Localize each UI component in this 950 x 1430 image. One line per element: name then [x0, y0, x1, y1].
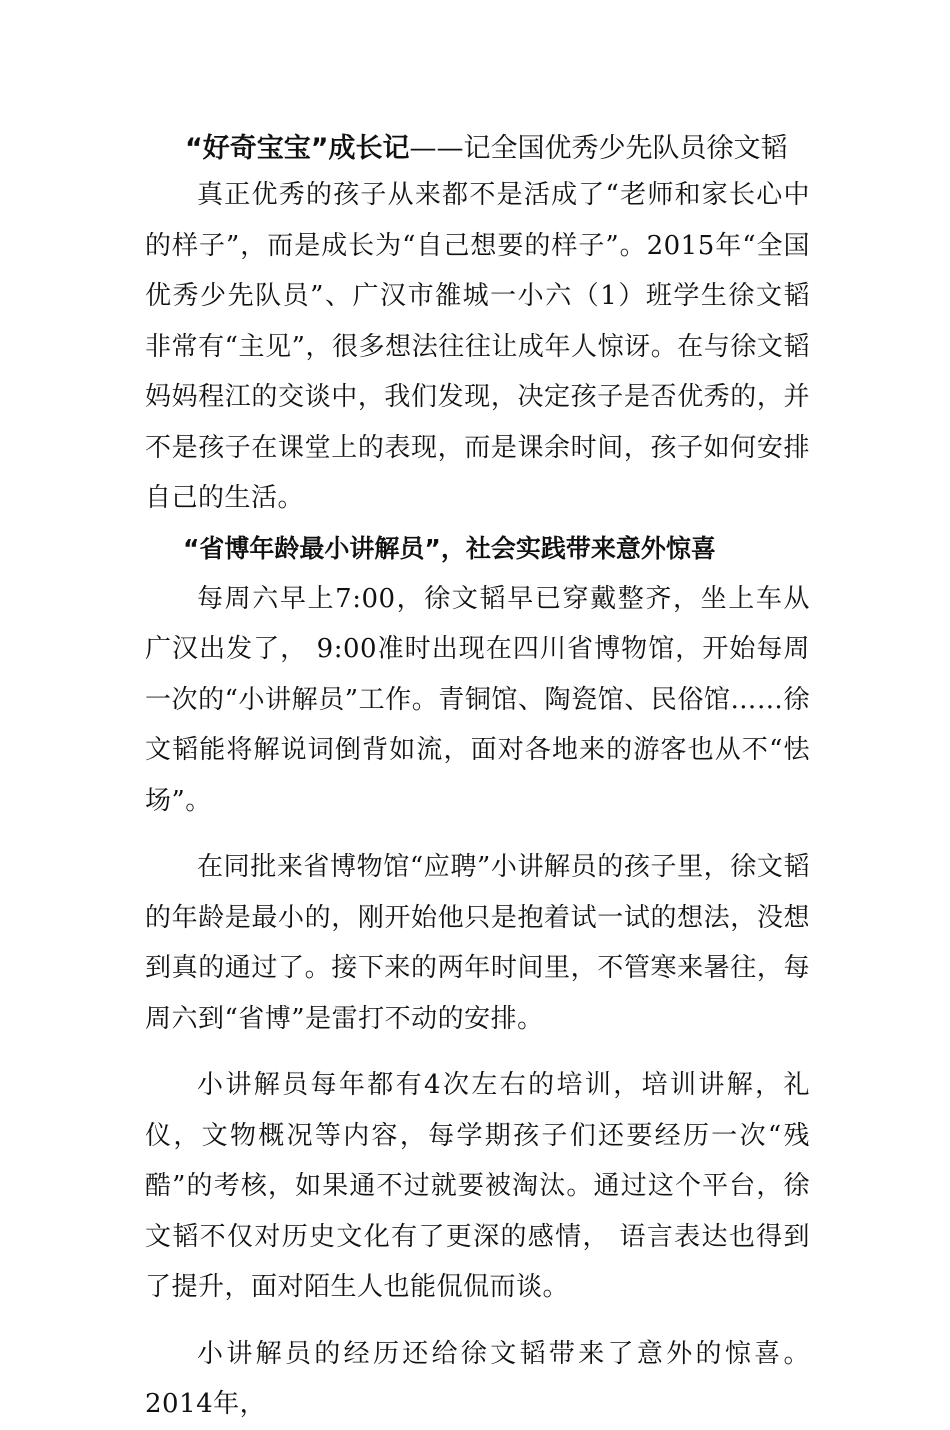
article-title-sub: ——记全国优秀少先队员徐文韬 — [409, 133, 788, 164]
intro-paragraph: 真正优秀的孩子从来都不是活成了“老师和家长心中的样子”，而是成长为“自己想要的样子”。2015年“全国优秀少先队员”、广汉市雒城一小六（1）班学生徐文韬非常有“主见”，很多想法往往让成年人惊讶。在与徐文韬妈妈程江的交谈中，我们发现，决定孩子是否优秀的，并不是孩子在课堂上的表现，而是课余时间，孩子如何安排自己的生活。 — [145, 180, 810, 513]
body-paragraph: 每周六早上7:00，徐文韬早已穿戴整齐，坐上车从广汉出发了， 9:00准时出现在四川省博物馆，开始每周一次的“小讲解员”工作。青铜馆、陶瓷馆、民俗馆……徐文韬能将解说词倒背如流，面对各地来的游客也从不“怯场”。 — [145, 583, 810, 816]
document-page — [145, 128, 810, 1430]
body-paragraph: 在同批来省博物馆“应聘”小讲解员的孩子里，徐文韬的年龄是最小的，刚开始他只是抱着试一试的想法，没想到真的通过了。接下来的两年时间里，不管寒来暑往，每周六到“省博”是雷打不动的安排。 — [145, 852, 810, 1034]
body-paragraph: 小讲解员每年都有4次左右的培训，培训讲解，礼仪，文物概况等内容，每学期孩子们还要经历一次“残酷”的考核，如果通不过就要被淘汰。通过这个平台，徐文韬不仅对历史文化有了更深的感情， 语言表达也得到了提升，面对陌生人也能侃侃而谈。 — [145, 1070, 810, 1302]
article-title — [145, 128, 810, 170]
article-title-main: “好奇宝宝”成长记 — [185, 133, 410, 164]
section-heading: “省博年龄最小讲解员”，社会实践带来意外惊喜 — [183, 533, 716, 563]
body-paragraph: 小讲解员的经历还给徐文韬带来了意外的惊喜。2014年， — [145, 1338, 810, 1419]
